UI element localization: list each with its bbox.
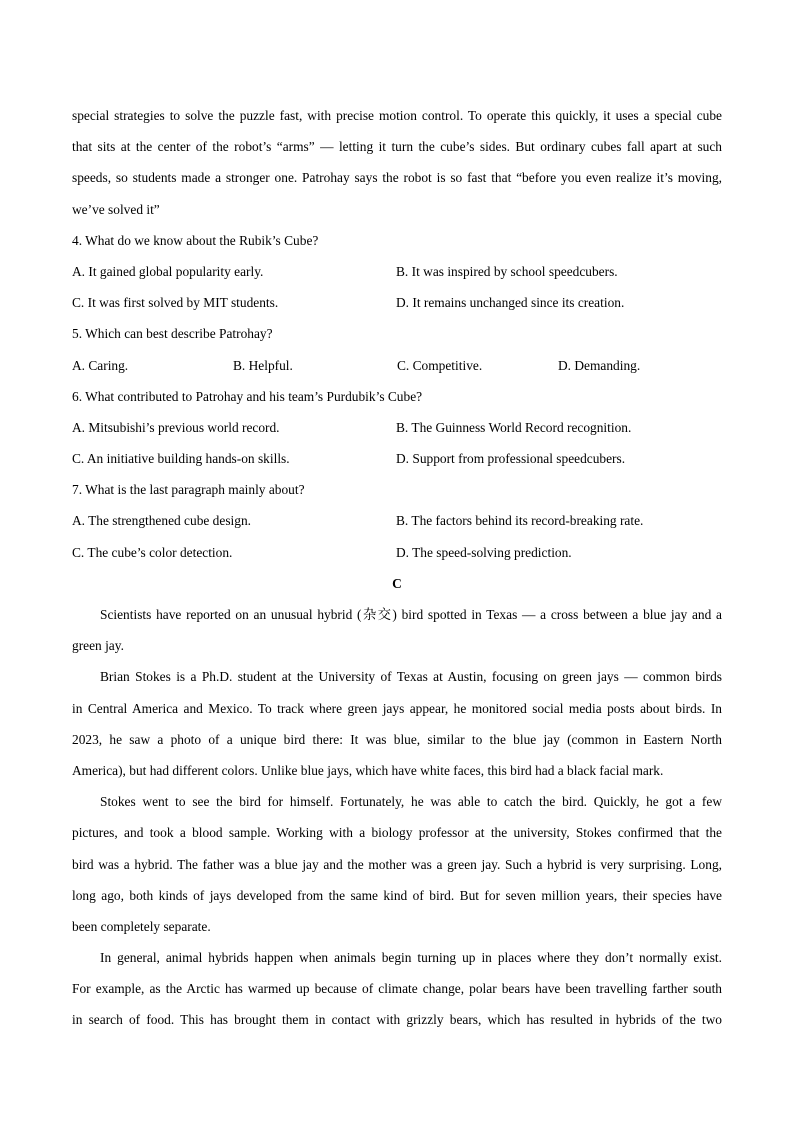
text-line: Brian Stokes is a Ph.D. student at the University of Texas at Austin, focusing on green jays — common birds xyxy=(100,669,722,685)
question-stem: 4. What do we know about the Rubik’s Cube? xyxy=(72,232,319,248)
option-c: C. An initiative building hands-on skills. xyxy=(72,451,290,467)
text-line: green jay. xyxy=(72,638,124,654)
text-line: In general, animal hybrids happen when animals begin turning up in places where they don’t normally exist. xyxy=(100,950,722,966)
paragraph xyxy=(72,599,722,661)
option-c: C. It was first solved by MIT students. xyxy=(72,295,279,311)
text-line: we’ve solved it” xyxy=(72,201,160,217)
question-7 xyxy=(72,474,722,568)
option-a: A. The strengthened cube design. xyxy=(72,513,251,529)
option-row xyxy=(72,443,722,474)
option-row xyxy=(72,412,722,443)
question-5 xyxy=(72,318,722,380)
option-row xyxy=(72,256,722,287)
paragraph xyxy=(72,942,722,1036)
question-stem: 6. What contributed to Patrohay and his team’s Purdubik’s Cube? xyxy=(72,388,423,404)
text-line: in search of food. This has brought them in contact with grizzly bears, which has resulted in hybrids of the two xyxy=(72,1012,722,1028)
option-d: D. The speed-solving prediction. xyxy=(396,544,572,560)
option-row xyxy=(72,537,722,568)
option-a: A. Mitsubishi’s previous world record. xyxy=(72,419,280,435)
option-c: C. Competitive. xyxy=(397,357,483,373)
option-b: B. The Guinness World Record recognition. xyxy=(396,419,632,435)
text-line: in Central America and Mexico. To track where green jays appear, he monitored social media posts about birds. In xyxy=(72,700,722,716)
text-line: Scientists have reported on an unusual hybrid (杂交) bird spotted in Texas — a cross between a blue jay and a xyxy=(100,607,722,622)
passage-b-tail xyxy=(72,100,722,225)
question-6 xyxy=(72,381,722,475)
text-line: that sits at the center of the robot’s “arms” — letting it turn the cube’s sides. But ordinary cubes fall apart at such xyxy=(72,139,722,155)
text-line: For example, as the Arctic has warmed up because of climate change, polar bears have been travelling farther south xyxy=(72,981,722,997)
option-a: A. Caring. xyxy=(72,357,129,373)
text-line: America), but had different colors. Unlike blue jays, which have white faces, this bird had a black facial mark. xyxy=(72,762,664,778)
text-line: long ago, both kinds of jays developed from the same kind of bird. But for seven million years, their species have xyxy=(72,887,722,903)
option-row xyxy=(72,287,722,318)
text-line: 2023, he saw a photo of a unique bird there: It was blue, similar to the blue jay (common in Eastern North xyxy=(72,731,722,747)
question-stem: 5. Which can best describe Patrohay? xyxy=(72,326,273,342)
paragraph xyxy=(72,661,722,786)
option-d: D. Demanding. xyxy=(558,357,641,373)
text-line: been completely separate. xyxy=(72,918,211,934)
text-line: pictures, and took a blood sample. Working with a biology professor at the university, Stokes confirmed that the xyxy=(72,825,722,841)
option-c: C. The cube’s color detection. xyxy=(72,544,233,560)
text-line: special strategies to solve the puzzle fast, with precise motion control. To operate this quickly, it uses a special cube xyxy=(72,108,722,123)
text-line: Stokes went to see the bird for himself. Fortunately, he was able to catch the bird. Quickly, he got a few xyxy=(100,794,722,810)
question-stem: 7. What is the last paragraph mainly about? xyxy=(72,482,305,498)
option-d: D. It remains unchanged since its creation. xyxy=(396,295,625,311)
text-line: speeds, so students made a stronger one. Patrohay says the robot is so fast that “before you even realize it’s moving, xyxy=(72,170,722,186)
option-row xyxy=(72,350,722,381)
text-line: bird was a hybrid. The father was a blue jay and the mother was a green jay. Such a hybrid is very surprising. Long, xyxy=(72,856,722,872)
paragraph xyxy=(72,786,722,942)
option-b: B. The factors behind its record-breaking rate. xyxy=(396,513,644,529)
option-d: D. Support from professional speedcubers. xyxy=(396,451,626,467)
document-page xyxy=(72,100,722,1036)
option-b: B. It was inspired by school speedcubers. xyxy=(396,263,618,279)
option-a: A. It gained global popularity early. xyxy=(72,263,264,279)
option-b: B. Helpful. xyxy=(233,357,293,373)
question-4 xyxy=(72,225,722,319)
option-row xyxy=(72,505,722,536)
section-heading: C xyxy=(392,575,402,591)
